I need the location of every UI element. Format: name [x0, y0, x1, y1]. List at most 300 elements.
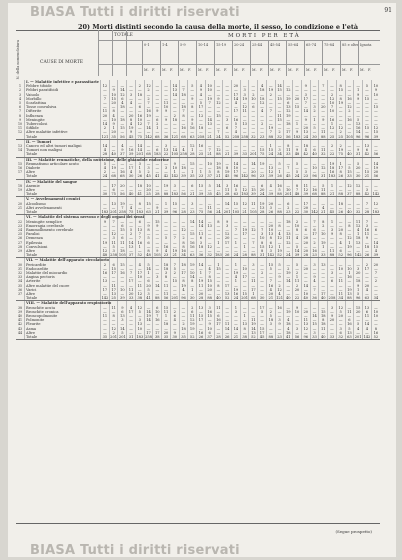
- value-cell: 11: [135, 284, 144, 288]
- value-cell: —: [240, 236, 249, 240]
- value-cell: 23: [310, 253, 319, 258]
- value-cell: —: [170, 322, 179, 326]
- value-cell: 11: [293, 279, 302, 283]
- value-cell: —: [328, 263, 337, 267]
- value-cell: —: [101, 322, 110, 326]
- sex-header: M.: [306, 68, 311, 72]
- value-cell: —: [188, 93, 197, 97]
- value-cell: 10: [205, 162, 214, 166]
- value-cell: 20: [301, 126, 310, 130]
- sex-header: M.: [270, 68, 275, 72]
- value-cell: 14: [197, 263, 206, 267]
- value-cell: 15: [153, 220, 162, 224]
- value-cell: 8: [336, 84, 345, 88]
- value-cell: 15: [371, 245, 380, 249]
- value-cell: 17: [127, 279, 136, 283]
- column-rule: [340, 40, 341, 76]
- value-cell: 201: [223, 210, 231, 215]
- value-cell: 33: [328, 335, 337, 340]
- value-cell: —: [205, 228, 214, 232]
- value-cell: —: [127, 162, 136, 166]
- value-cell: 17: [109, 271, 118, 275]
- value-cell: 19: [214, 162, 223, 166]
- value-cell: —: [345, 249, 354, 253]
- value-cell: —: [336, 275, 345, 279]
- value-cell: 4: [179, 148, 188, 152]
- value-cell: —: [345, 314, 354, 318]
- value-cell: 48: [293, 152, 302, 157]
- value-cell: 15: [118, 263, 127, 267]
- value-cell: 20: [371, 170, 380, 174]
- row-number: 10: [17, 122, 23, 127]
- value-cell: 258: [328, 296, 336, 301]
- value-cell: 11: [162, 292, 171, 296]
- value-cell: 15: [345, 170, 354, 174]
- value-cell: 9: [363, 236, 372, 240]
- value-cell: 18: [284, 331, 293, 335]
- value-cell: 4: [127, 170, 136, 174]
- sex-header: F.: [224, 68, 227, 72]
- value-cell: 4: [127, 101, 136, 105]
- value-cell: 9: [127, 130, 136, 134]
- value-cell: —: [363, 279, 372, 283]
- value-cell: —: [249, 245, 258, 249]
- value-cell: —: [223, 275, 232, 279]
- value-cell: —: [101, 267, 110, 271]
- value-cell: 52: [135, 253, 144, 258]
- value-cell: 17: [197, 318, 206, 322]
- value-cell: 8: [258, 249, 267, 253]
- value-cell: —: [371, 292, 380, 296]
- value-cell: —: [371, 148, 380, 152]
- value-cell: —: [310, 224, 319, 228]
- value-cell: —: [232, 322, 241, 326]
- value-cell: 6: [118, 310, 127, 314]
- sex-header: M.: [360, 68, 365, 72]
- value-cell: 16: [188, 126, 197, 130]
- value-cell: 56: [371, 152, 380, 157]
- value-cell: —: [266, 122, 275, 126]
- value-cell: —: [205, 220, 214, 224]
- value-cell: 1: [275, 245, 284, 249]
- value-cell: 30: [101, 192, 110, 197]
- value-cell: —: [127, 284, 136, 288]
- value-cell: —: [170, 284, 179, 288]
- value-cell: 4: [205, 267, 214, 271]
- value-cell: 39: [197, 192, 206, 197]
- value-cell: —: [205, 105, 214, 109]
- value-cell: —: [118, 109, 127, 113]
- value-cell: —: [214, 206, 223, 210]
- value-cell: 18: [179, 263, 188, 267]
- value-cell: 4: [162, 249, 171, 253]
- value-cell: —: [284, 162, 293, 166]
- value-cell: —: [118, 122, 127, 126]
- value-cell: 41: [135, 192, 144, 197]
- value-cell: 2: [371, 279, 380, 283]
- value-cell: 5: [345, 327, 354, 331]
- cause-label: Cancro ed altri tumori maligni: [25, 144, 101, 148]
- value-cell: 32: [205, 253, 214, 258]
- value-cell: 183: [293, 134, 301, 139]
- value-cell: 88: [275, 192, 284, 197]
- value-cell: —: [240, 166, 249, 170]
- value-cell: 3: [170, 184, 179, 188]
- value-cell: —: [240, 101, 249, 105]
- value-cell: —: [293, 114, 302, 118]
- value-cell: 12: [336, 306, 345, 310]
- value-cell: —: [101, 245, 110, 249]
- value-cell: —: [153, 97, 162, 101]
- value-cell: 16: [328, 118, 337, 122]
- value-cell: 28: [363, 210, 372, 215]
- value-cell: 9: [214, 97, 223, 101]
- value-cell: 41: [153, 174, 162, 179]
- value-cell: 13: [109, 292, 118, 296]
- value-cell: 16: [275, 306, 284, 310]
- value-cell: —: [127, 97, 136, 101]
- value-cell: 2: [170, 271, 179, 275]
- value-cell: 7: [232, 228, 241, 232]
- value-cell: —: [153, 232, 162, 236]
- cause-label: Totale: [25, 253, 101, 258]
- value-cell: 13: [301, 130, 310, 134]
- value-cell: 18: [284, 322, 293, 326]
- value-cell: —: [153, 271, 162, 275]
- value-cell: —: [371, 224, 380, 228]
- value-cell: 88: [319, 135, 328, 140]
- value-cell: 142: [354, 253, 362, 258]
- value-cell: —: [319, 306, 328, 310]
- value-cell: —: [354, 275, 363, 279]
- value-cell: 88: [153, 296, 162, 301]
- value-cell: —: [170, 275, 179, 279]
- value-cell: 26: [275, 174, 284, 179]
- value-cell: —: [153, 144, 162, 148]
- value-cell: —: [310, 267, 319, 271]
- value-cell: 10: [135, 327, 144, 331]
- value-cell: —: [223, 310, 232, 314]
- value-cell: 8: [205, 275, 214, 279]
- value-cell: 8: [345, 224, 354, 228]
- value-cell: —: [328, 288, 337, 292]
- value-cell: —: [223, 331, 232, 335]
- value-cell: —: [310, 310, 319, 314]
- value-cell: 3: [266, 206, 275, 210]
- value-cell: —: [135, 126, 144, 130]
- value-cell: —: [170, 101, 179, 105]
- row-number: 38: [17, 305, 23, 310]
- value-cell: 16: [135, 241, 144, 245]
- value-cell: 16: [345, 275, 354, 279]
- value-cell: —: [127, 109, 136, 113]
- value-cell: —: [205, 109, 214, 113]
- value-cell: 14: [170, 93, 179, 97]
- value-cell: —: [240, 306, 249, 310]
- value-cell: 10: [205, 284, 214, 288]
- cause-label: II. — Tumori: [25, 139, 101, 144]
- value-cell: —: [118, 232, 127, 236]
- value-cell: 4: [258, 109, 267, 113]
- value-cell: —: [109, 148, 118, 152]
- value-cell: 63: [345, 335, 354, 340]
- value-cell: 2: [345, 109, 354, 113]
- value-cell: 16: [232, 292, 241, 296]
- value-cell: —: [319, 284, 328, 288]
- value-cell: —: [170, 97, 179, 101]
- value-cell: —: [232, 224, 241, 228]
- value-cell: 88: [345, 296, 354, 301]
- value-cell: 6: [144, 279, 153, 283]
- value-cell: 7: [319, 84, 328, 88]
- value-cell: —: [232, 220, 241, 224]
- value-cell: 37: [205, 174, 214, 179]
- value-cell: —: [240, 184, 249, 188]
- value-cell: —: [310, 84, 319, 88]
- value-cell: —: [118, 292, 127, 296]
- value-cell: 21: [153, 210, 162, 215]
- value-cell: 4: [266, 288, 275, 292]
- value-cell: 33: [127, 296, 136, 301]
- value-cell: —: [354, 84, 363, 88]
- value-cell: 2: [101, 263, 110, 267]
- value-cell: 7: [127, 271, 136, 275]
- value-cell: 18: [179, 327, 188, 331]
- cause-label: VIII. — Malattie dell'apparato respiratorio: [26, 301, 112, 306]
- cause-label: V. — Avvelenamenti cronici: [25, 197, 101, 202]
- value-cell: 88: [249, 253, 258, 258]
- value-cell: 34: [336, 296, 345, 301]
- value-cell: —: [170, 228, 179, 232]
- value-cell: —: [363, 88, 372, 92]
- value-cell: 16: [197, 331, 206, 335]
- value-cell: —: [101, 284, 110, 288]
- value-cell: —: [266, 105, 275, 109]
- value-cell: 14: [127, 241, 136, 245]
- value-cell: —: [301, 288, 310, 292]
- value-cell: —: [258, 275, 267, 279]
- value-cell: —: [266, 114, 275, 118]
- value-cell: —: [101, 232, 110, 236]
- value-cell: —: [310, 318, 319, 322]
- value-cell: 16: [135, 114, 144, 118]
- value-cell: —: [232, 206, 241, 210]
- value-cell: 10: [284, 188, 293, 192]
- value-cell: 13: [205, 224, 214, 228]
- value-cell: 26: [197, 335, 206, 340]
- value-cell: 10: [162, 105, 171, 109]
- value-cell: 63: [144, 210, 153, 215]
- value-cell: —: [127, 188, 136, 192]
- value-cell: —: [153, 166, 162, 170]
- value-cell: —: [153, 288, 162, 292]
- value-cell: —: [118, 322, 127, 326]
- value-cell: —: [301, 224, 310, 228]
- value-cell: —: [345, 144, 354, 148]
- value-cell: 63: [363, 296, 372, 301]
- value-cell: —: [319, 114, 328, 118]
- value-cell: 30: [170, 335, 179, 340]
- value-cell: 17: [319, 292, 328, 296]
- value-cell: —: [328, 327, 337, 331]
- value-cell: 15: [258, 148, 267, 152]
- value-cell: —: [363, 241, 372, 245]
- value-cell: 1: [328, 220, 337, 224]
- value-cell: —: [223, 279, 232, 283]
- value-cell: 7: [135, 232, 144, 236]
- value-cell: —: [363, 271, 372, 275]
- value-cell: 3: [328, 228, 337, 232]
- value-cell: 18: [328, 166, 337, 170]
- value-cell: 7: [266, 109, 275, 113]
- value-cell: 21: [188, 192, 197, 197]
- value-cell: —: [179, 267, 188, 271]
- value-cell: 201: [284, 192, 292, 197]
- value-cell: —: [336, 206, 345, 210]
- value-cell: —: [345, 220, 354, 224]
- value-cell: —: [336, 288, 345, 292]
- sex-header: F.: [278, 68, 281, 72]
- value-cell: 20: [301, 241, 310, 245]
- sex-header: F.: [314, 68, 317, 72]
- value-cell: 6: [214, 314, 223, 318]
- value-cell: —: [179, 130, 188, 134]
- value-cell: —: [118, 114, 127, 118]
- value-cell: 5: [293, 170, 302, 174]
- value-cell: 18: [284, 122, 293, 126]
- value-cell: 14: [301, 284, 310, 288]
- value-cell: 7: [118, 206, 127, 210]
- value-cell: —: [310, 236, 319, 240]
- value-cell: 14: [197, 220, 206, 224]
- value-cell: 10: [135, 118, 144, 122]
- value-cell: 20: [371, 263, 380, 267]
- value-cell: 3: [293, 327, 302, 331]
- value-cell: —: [258, 130, 267, 134]
- value-cell: 12: [345, 236, 354, 240]
- value-cell: 15: [258, 327, 267, 331]
- value-cell: 14: [301, 109, 310, 113]
- value-cell: 20: [319, 105, 328, 109]
- value-cell: —: [336, 184, 345, 188]
- value-cell: 8: [188, 279, 197, 283]
- value-cell: 5: [275, 162, 284, 166]
- value-cell: —: [336, 122, 345, 126]
- value-cell: 12: [179, 228, 188, 232]
- value-cell: —: [249, 148, 258, 152]
- value-cell: —: [214, 236, 223, 240]
- value-cell: 1: [310, 118, 319, 122]
- value-cell: 21: [363, 174, 372, 179]
- value-cell: —: [223, 314, 232, 318]
- value-cell: —: [354, 188, 363, 192]
- value-cell: 183: [101, 210, 109, 215]
- value-cell: —: [275, 220, 284, 224]
- row-number: 24: [17, 227, 23, 232]
- value-cell: 32: [336, 335, 345, 340]
- value-cell: 4: [258, 84, 267, 88]
- column-rule: [232, 40, 233, 76]
- value-cell: 18: [118, 105, 127, 109]
- value-cell: —: [153, 88, 162, 92]
- value-cell: —: [205, 144, 214, 148]
- value-cell: —: [240, 114, 249, 118]
- value-cell: —: [109, 228, 118, 232]
- value-cell: 12: [135, 292, 144, 296]
- value-cell: 3: [275, 148, 284, 152]
- value-cell: 23: [162, 253, 171, 258]
- value-cell: 3: [249, 263, 258, 267]
- value-cell: 18: [135, 184, 144, 188]
- value-cell: —: [214, 188, 223, 192]
- value-cell: 13: [223, 292, 232, 296]
- value-cell: 16: [345, 118, 354, 122]
- value-cell: 10: [205, 327, 214, 331]
- value-cell: 16: [118, 170, 127, 174]
- value-cell: —: [301, 220, 310, 224]
- value-cell: —: [371, 288, 380, 292]
- age-group-header: 0-1: [144, 43, 150, 47]
- value-cell: 4: [266, 184, 275, 188]
- value-cell: 34: [275, 152, 284, 157]
- value-cell: 14: [153, 284, 162, 288]
- value-cell: —: [249, 130, 258, 134]
- value-cell: —: [363, 130, 372, 134]
- value-cell: 20: [258, 188, 267, 192]
- value-cell: 2: [127, 232, 136, 236]
- header-eta: MORTI PER ETÀ: [228, 33, 301, 39]
- value-cell: 1: [336, 162, 345, 166]
- value-cell: 25: [144, 192, 153, 197]
- age-group-header: 15-19: [216, 43, 227, 47]
- value-cell: 3: [144, 166, 153, 170]
- value-cell: —: [363, 93, 372, 97]
- value-cell: —: [197, 109, 206, 113]
- value-cell: —: [354, 263, 363, 267]
- value-cell: 75: [135, 135, 144, 140]
- value-cell: —: [371, 144, 380, 148]
- value-cell: —: [214, 109, 223, 113]
- value-cell: —: [240, 220, 249, 224]
- value-cell: 8: [109, 314, 118, 318]
- value-cell: —: [345, 284, 354, 288]
- value-cell: —: [223, 263, 232, 267]
- value-cell: —: [188, 292, 197, 296]
- value-cell: —: [249, 267, 258, 271]
- value-cell: —: [249, 206, 258, 210]
- value-cell: 14: [118, 88, 127, 92]
- value-cell: —: [371, 97, 380, 101]
- value-cell: 18: [162, 263, 171, 267]
- value-cell: —: [144, 148, 153, 152]
- value-cell: —: [144, 105, 153, 109]
- value-cell: 5: [188, 84, 197, 88]
- cause-label: Febbre tifoide: [25, 84, 101, 88]
- value-cell: 12: [240, 105, 249, 109]
- table-title: 20) Morti distinti secondo la causa della morte, il sesso, lo condizione e l'età: [78, 23, 359, 31]
- value-cell: 11: [127, 288, 136, 292]
- value-cell: —: [135, 206, 144, 210]
- value-cell: 142: [311, 210, 318, 215]
- value-cell: —: [354, 245, 363, 249]
- value-cell: —: [328, 245, 337, 249]
- value-cell: —: [275, 314, 284, 318]
- value-cell: 39: [293, 253, 302, 258]
- value-cell: 32: [319, 152, 328, 157]
- value-cell: 9: [188, 97, 197, 101]
- value-cell: 7: [205, 101, 214, 105]
- value-cell: —: [144, 118, 153, 122]
